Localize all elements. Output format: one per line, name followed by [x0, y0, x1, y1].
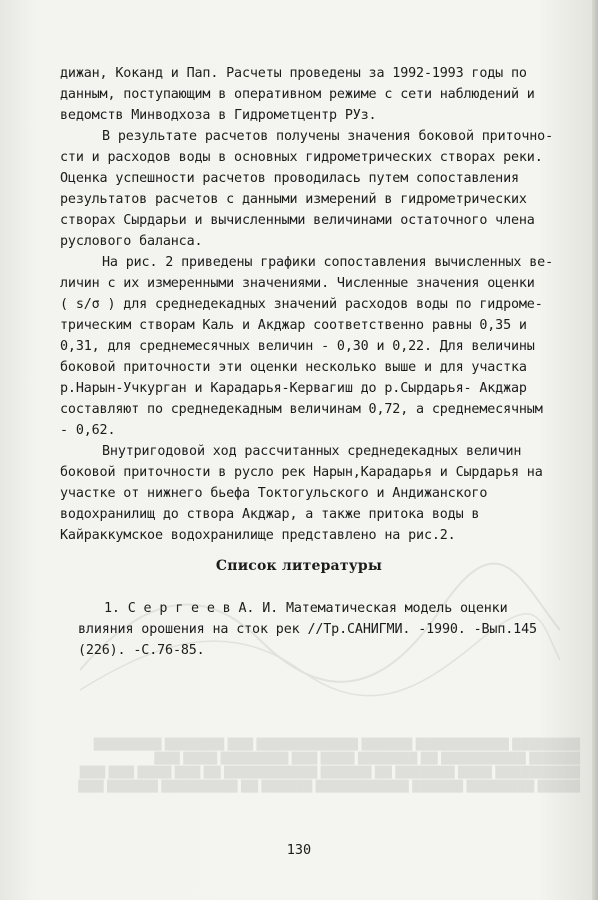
- text-line: р.Нарын-Учкурган и Карадарья-Кервагиш до р.Сырдарья- Акджар: [60, 381, 527, 396]
- text-line: составляют по среднедекадным величинам 0,72, а среднемесячным: [60, 402, 543, 417]
- body-text: [60, 63, 582, 546]
- text-line: Кайраккумское водохранилище представлено на рис.2.: [60, 528, 456, 543]
- show-through-text: ████████ ███████████ ██████ ████████████ ███ ███████ ████████ ██████ ██████████ ██ ███████ ████ ███ ████████ ████ ███ ██████████ ████ ███████ ██ ██████ ███████████ ██ ███ ████ ███ ███ █████ ████████ ██████ ███████████ ██████ ██ █████████ ██████ ███: [78, 738, 580, 793]
- reference-item: [78, 598, 588, 661]
- text-line: Оценка успешности расчетов проводилась путем сопоставления: [60, 171, 519, 186]
- text-line: боковой приточности эти оценки несколько выше и для участка: [60, 360, 527, 375]
- text-line: - 0,62.: [60, 423, 116, 438]
- text-line: Внутригодовой ход рассчитанных среднедекадных величин: [102, 444, 522, 459]
- text-line: участке от нижнего бьефа Токтогульского и Андижанского: [60, 486, 488, 501]
- text-line: 1. С е р г е е в А. И. Математическая модель оценки: [104, 601, 508, 616]
- text-line: На рис. 2 приведены графики сопоставления вычисленных ве-: [102, 255, 553, 270]
- scan-edge: [592, 0, 598, 900]
- paragraph-3: [60, 252, 582, 441]
- paragraph-1: [60, 63, 582, 126]
- text-line: ведомств Минводхоза в Гидрометцентр РУз.: [60, 108, 377, 123]
- text-line: боковой приточности в русло рек Нарын,Карадарья и Сырдарья на: [60, 465, 543, 480]
- text-line: влияния орошения на сток рек //Тр.САНИГМИ. -1990. -Вып.145: [78, 622, 537, 637]
- text-line: сти и расходов воды в основных гидрометрических створах реки.: [60, 150, 543, 165]
- reference-list: [78, 598, 588, 661]
- text-line: дижан, Коканд и Пап. Расчеты проведены за 1992-1993 годы по: [60, 66, 527, 81]
- text-line: ( s/σ ) для среднедекадных значений расходов воды по гидроме-: [60, 297, 543, 312]
- text-line: данным, поступающим в оперативном режиме с сети наблюдений и: [60, 87, 535, 102]
- section-heading: Список литературы: [215, 558, 383, 574]
- text-line: В результате расчетов получены значения боковой приточно-: [102, 129, 553, 144]
- text-line: личин с их измеренными значениями. Численные значения оценки: [60, 276, 535, 291]
- text-line: руслового баланса.: [60, 234, 203, 249]
- text-line: (226). -С.76-85.: [78, 643, 205, 658]
- page-number: 130: [286, 842, 312, 858]
- text-line: трическим створам Каль и Акджар соответственно равны 0,35 и: [60, 318, 527, 333]
- text-line: 0,31, для среднемесячных величин - 0,30 и 0,22. Для величины: [60, 339, 535, 354]
- text-line: результатов расчетов с данными измерений в гидрометрических: [60, 192, 527, 207]
- paragraph-4: [60, 441, 582, 546]
- paragraph-2: [60, 126, 582, 252]
- text-line: створах Сырдарьи и вычисленными величинами остаточного члена: [60, 213, 535, 228]
- text-line: водохранилищ до створа Акджар, а также притока воды в: [60, 507, 480, 522]
